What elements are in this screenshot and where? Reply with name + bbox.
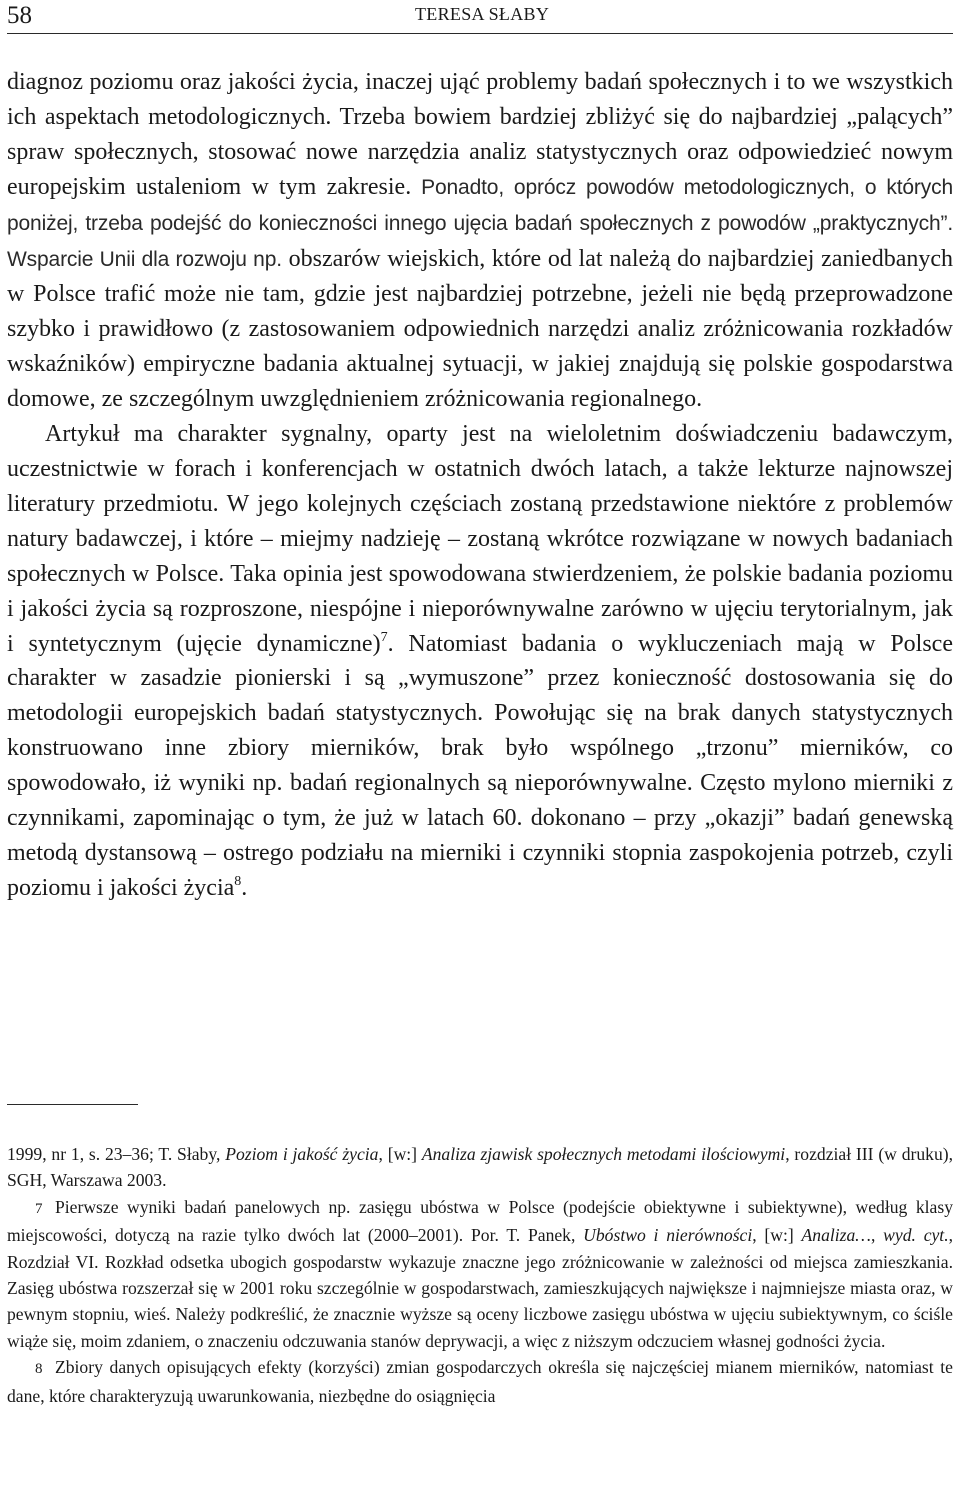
footnote-7-text-e: , (870, 1225, 884, 1246)
running-head (7, 0, 953, 34)
footnote-7-title-2: Analiza… (801, 1225, 871, 1246)
footnote-8-text-a: Zbiory danych opisujących efekty (korzyści) zmian gospodarczych określa się najczęściej mianem mierników, natomiast te dane, które charakteryzują uwarunkowania, niezbędne do osiągnięcia (7, 1357, 953, 1406)
footnote-8-mark: 8 (35, 1361, 43, 1378)
paragraph-2-text-1: Artykuł ma charakter sygnalny, oparty jest na wieloletnim doświadczeniu badawczym, uczestnictwie w forach i konferencjach w ostatnich dwóch latach, a także lekturze najnowszej literatury przedmiotu. W jego kolejnych częściach zostaną przedstawione niektóre z problemów natury badawczej, i które – miejmy nadzieję – zostaną wkrótce rozwiązane w nowych badaniach społecznych w Polsce. Taka opinia jest spowodowana stwierdzeniem, że polskie badania poziomu i jakości życia są rozproszone, niespójne i nieporównywalne zarówno w ujęciu terytorialnym, jak i syntetycznym (ujęcie dynamiczne) (7, 421, 953, 657)
footnote-continuation (7, 1141, 953, 1194)
paragraph-2 (7, 417, 953, 906)
running-title: TERESA SŁABY (415, 4, 550, 24)
footnote-cont-title-1: Poziom i jakość życia (225, 1144, 379, 1164)
paragraph-1-sentence-3: obszarów wiejskich, które od lat należą do najbardziej zaniedbanych w Polsce trafić może nie tam, gdzie jest najbardziej potrzebne, jeżeli nie będą przeprowadzone szybko i prawidłowo (z zastosowaniem odpowiednich narzędzi analiz zróżnicowania rozkładów wskaźników) empiryczne badania aktualnej sytuacji, w jakiej znajdują się polskie gospodarstwa domowe, ze szczególnym uwzględnieniem zróżnicowania regionalnego. (7, 245, 954, 413)
paragraph-1 (7, 65, 953, 417)
footnote-ref-8[interactable]: 8 (234, 873, 242, 889)
footnote-cont-text-c: , [w:] (378, 1144, 422, 1164)
footnote-7 (7, 1194, 953, 1354)
body-text (7, 65, 953, 906)
page (7, 0, 953, 1486)
paragraph-2-text-3: . (241, 874, 248, 901)
footnote-8 (7, 1354, 953, 1409)
footnote-cont-text-e: , rozdział III (w druku), SGH, Warszawa 2003. (7, 1144, 954, 1191)
footnote-7-text-a: Pierwsze wyniki badań panelowych np. zasięgu ubóstwa w Polsce (podejście obiektywne i subiektywne), według klasy miejscowości, dotyczą na razie tylko dwóch lat (2000–2001). Por. T. Panek, (7, 1196, 953, 1246)
paragraph-2-text-2: . Natomiast badania o wykluczeniach mają w Polsce charakter w zasadzie pionierski i są „wymuszone” przez konieczność dostosowania się do metodologii europejskich badań statystycznych. Powołując się na brak danych statystycznych konstruowano inne zbiory mierników, brak było wspólnego „trzonu” mierników, co spowodowało, iż wyniki np. badań regionalnych są nieporównywalne. Często mylono mierniki z czynnikami, zapominając o tym, że już w latach 60. dokonano – przy „okazji” badań genewską metodą dystansową – ostrego podziału na mierniki i czynniki stopnia zaspokojenia potrzeb, czyli poziomu i jakości życia (7, 630, 953, 901)
paragraph-1-sentence-2: Ponadto, oprócz powodów metodologicznych, o których poniżej, trzeba podejść do konieczności innego ujęcia badań społecznych z powodów „praktycznych”. Wsparcie Unii dla rozwoju np. (7, 175, 953, 271)
footnote-7-mark: 7 (35, 1200, 43, 1217)
footnote-divider (7, 1104, 138, 1105)
footnote-7-title-3: wyd. cyt. (883, 1225, 949, 1246)
footnote-7-text-g: , Rozdział VI. Rozkład odsetka ubogich gospodarstw wykazuje znaczne jego zróżnicowanie w zależności od miejsca zamieszkania. Zasięg ubóstwa rozszerzał się w 2001 roku szczególnie w gospodarstwach, zamieszkujących największe i najmniejsze miasta oraz, w pewnym stopniu, wieś. Należy podkreślić, że znacznie wyższe są oceny liczbowe zasięgu ubóstwa w ujęciu subiektywnym, co ściśle wiąże się, moim zdaniem, o znaczeniu odczuwania stanów deprywacji, a więc z niższym odczuciem własnej godności życia. (7, 1225, 954, 1351)
footnote-7-title-1: Ubóstwo i nierówności (583, 1225, 753, 1246)
paragraph-1-sentence-1: diagnoz poziomu oraz jakości życia, inaczej ująć problemy badań społecznych i to we wszystkich ich aspektach metodologicznych. Trzeba bowiem bardziej zbliżyć się do najbardziej „palących” spraw społecznych, stosować nowe narzędzia analiz statystycznych oraz odpowiedzieć nowym europejskim ustaleniom w tym zakresie. (7, 69, 953, 200)
footnote-ref-7[interactable]: 7 (380, 629, 388, 645)
footnote-7-text-c: , [w:] (752, 1225, 802, 1246)
footnotes (7, 1141, 953, 1409)
footnote-cont-title-2: Analiza zjawisk społecznych metodami ilościowymi (421, 1144, 786, 1164)
footnote-cont-text-a: 1999, nr 1, s. 23–36; T. Słaby, (7, 1144, 226, 1164)
page-number: 58 (7, 2, 32, 29)
